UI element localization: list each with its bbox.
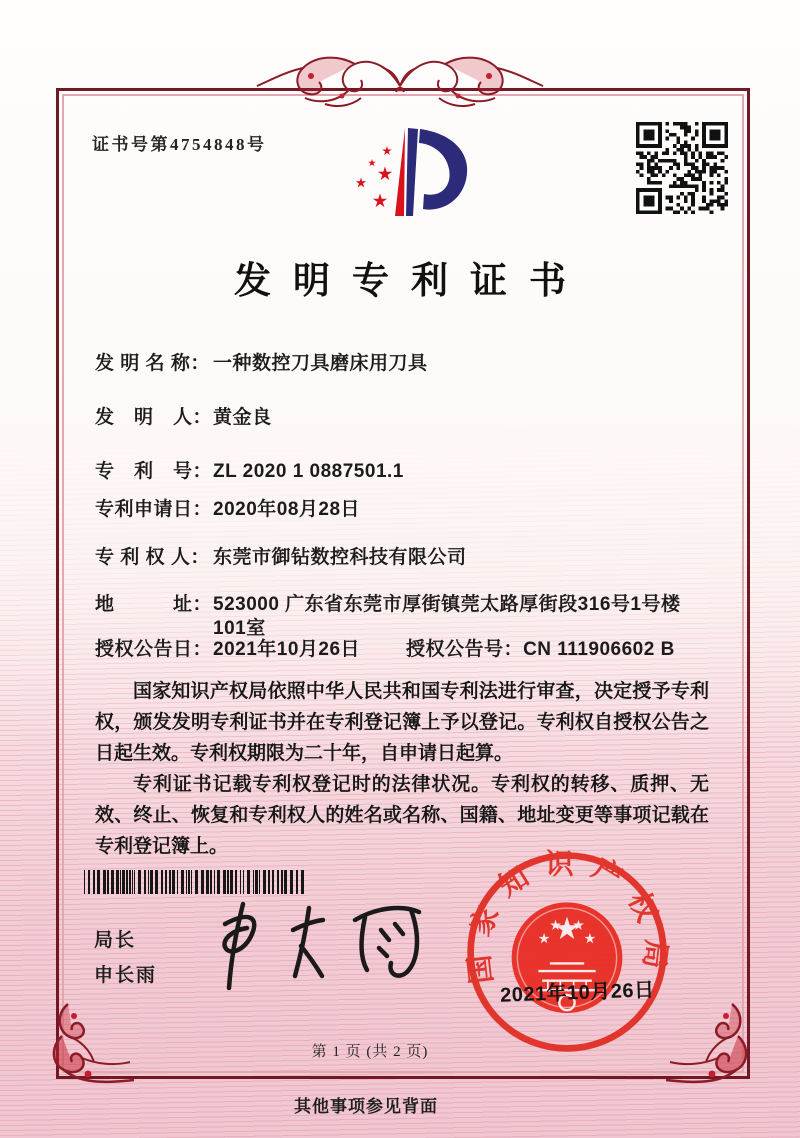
cnipa-patent-logo-icon xyxy=(340,98,500,238)
field-label: 授权公告日： xyxy=(95,639,213,660)
floral-corner-flourish-icon xyxy=(662,1000,762,1092)
field-value: 一种数控刀具磨床用刀具 xyxy=(213,353,428,374)
director-title: 局长 xyxy=(94,930,137,951)
field-label: 专 利 号： xyxy=(95,461,213,482)
national-emblem-seal-icon xyxy=(462,847,672,1057)
back-side-note: 其他事项参见背面 xyxy=(294,1097,438,1116)
field-row-grant xyxy=(95,638,675,662)
field-value: 2021年10月26日 xyxy=(213,639,361,660)
field-label: 专利申请日： xyxy=(95,499,213,520)
field-label: 地 址： xyxy=(95,594,213,615)
floral-corner-flourish-icon xyxy=(38,1000,138,1092)
legal-paragraph: 国家知识产权局依照中华人民共和国专利法进行审查，决定授予专利权，颁发发明专利证书并在专利登记簿上予以登记。专利权自授权公告之日起生效。专利权期限为二十年，自申请日起算。 xyxy=(95,681,709,764)
field-value: ZL 2020 1 0887501.1 xyxy=(213,461,404,482)
field-row-address xyxy=(95,593,711,641)
seal-date: 2021年10月26日 xyxy=(499,979,655,1007)
field-label: 发 明 人： xyxy=(95,407,213,428)
page-number: 第 1 页 (共 2 页) xyxy=(311,1044,429,1060)
dragon-flourish-icon xyxy=(253,46,547,112)
field-pair-grant-number xyxy=(406,638,675,662)
field-row-patent-number xyxy=(95,460,404,484)
field-row-invention-name xyxy=(95,352,428,376)
field-row-filing-date xyxy=(95,498,360,522)
field-row-patentee xyxy=(95,546,467,570)
qr-code-icon xyxy=(636,122,728,214)
field-row-inventor xyxy=(95,406,272,430)
certificate-number: 证书号第4754848号 xyxy=(92,135,267,154)
certificate-title: 发明专利证书 xyxy=(234,261,588,302)
svg-text:国家知识产权局: 国家知识产权局 xyxy=(462,848,672,986)
field-label: 专 利 权 人： xyxy=(95,547,210,568)
legal-text-block xyxy=(95,676,709,862)
field-value: 2020年08月28日 xyxy=(213,499,361,520)
field-label: 授权公告号： xyxy=(406,639,524,660)
field-value: CN 111906602 B xyxy=(523,639,675,660)
legal-paragraph: 专利证书记载专利权登记时的法律状况。专利权的转移、质押、无效、终止、恢复和专利权人的姓名或名称、国籍、地址变更等事项记载在专利登记簿上。 xyxy=(95,774,709,857)
field-value: 黄金良 xyxy=(213,407,272,428)
handwritten-signature-icon xyxy=(205,890,435,995)
field-value: 523000 广东省东莞市厚街镇莞太路厚街段316号1号楼101室 xyxy=(213,594,681,639)
field-label: 发 明 名 称： xyxy=(95,353,210,374)
director-name: 申长雨 xyxy=(94,965,158,986)
field-value: 东莞市御钻数控科技有限公司 xyxy=(213,547,467,568)
